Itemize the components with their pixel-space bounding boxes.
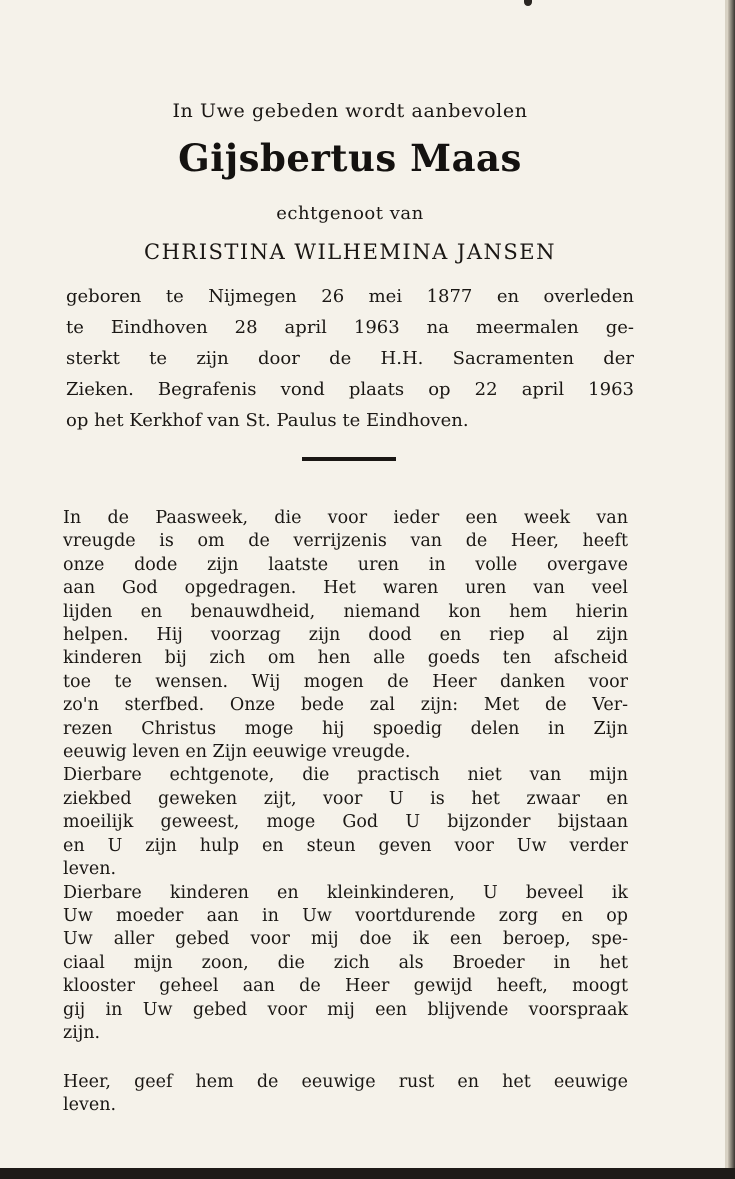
closing-line: leven. bbox=[63, 1095, 117, 1116]
memorial-line: eeuwig leven en Zijn eeuwige vreugde. bbox=[63, 742, 411, 763]
memorial-line: vreugde is om de verrijzenis van de Heer, heeft bbox=[63, 531, 628, 552]
memorial-line: zijn. bbox=[63, 1022, 101, 1043]
memorial-line: gij in Uw gebed voor mij een blijvende voorspraak bbox=[63, 999, 628, 1020]
memorial-line: moeilijk geweest, moge God U bijzonder bijstaan bbox=[63, 812, 628, 833]
memorial-line: In de Paasweek, die voor ieder een week van bbox=[63, 508, 628, 528]
bio-line: op het Kerkhof van St. Paulus te Eindhoven. bbox=[66, 410, 469, 431]
closing-line: Heer, geef hem de eeuwige rust en het eeuwige bbox=[63, 1072, 628, 1092]
spouse-label: echtgenoot van bbox=[276, 203, 424, 224]
memorial-line: onze dode zijn laatste uren in volle overgave bbox=[63, 554, 628, 575]
memorial-line: toe te wensen. Wij mogen de Heer danken voor bbox=[63, 671, 628, 692]
memorial-line: helpen. Hij voorzag zijn dood en riep al zijn bbox=[63, 625, 628, 646]
bio-line: Zieken. Begrafenis vond plaats op 22 april 1963 bbox=[66, 379, 634, 400]
memorial-line: rezen Christus moge hij spoedig delen in Zijn bbox=[63, 718, 628, 739]
intro-line: In Uwe gebeden wordt aanbevolen bbox=[172, 100, 528, 122]
divider bbox=[302, 457, 396, 461]
memorial-line: klooster geheel aan de Heer gewijd heeft, moogt bbox=[63, 976, 628, 997]
memorial-line: Dierbare kinderen en kleinkinderen, U beveel ik bbox=[63, 882, 628, 903]
biography-paragraph bbox=[66, 281, 634, 436]
bio-line: geboren te Nijmegen 26 mei 1877 en overleden bbox=[66, 286, 634, 307]
card-bottom-edge bbox=[0, 1168, 735, 1179]
memorial-line: ciaal mijn zoon, die zich als Broeder in het bbox=[63, 952, 628, 973]
memorial-line: kinderen bij zich om hen alle goeds ten afscheid bbox=[63, 648, 628, 669]
memorial-line: Dierbare echtgenote, die practisch niet van mijn bbox=[63, 765, 628, 786]
memorial-line: ziekbed geweken zijt, voor U is het zwaar en bbox=[63, 788, 628, 809]
spouse-name: CHRISTINA WILHEMINA JANSEN bbox=[144, 240, 556, 264]
memorial-line: zo'n sterfbed. Onze bede zal zijn: Met de Ver- bbox=[63, 695, 628, 716]
memorial-line: lijden en benauwdheid, niemand kon hem hierin bbox=[63, 601, 628, 622]
closing-prayer bbox=[63, 1071, 628, 1118]
memorial-line: en U zijn hulp en steun geven voor Uw verder bbox=[63, 835, 628, 856]
card-edge bbox=[728, 0, 735, 1179]
bio-line: sterkt te zijn door de H.H. Sacramenten der bbox=[66, 348, 634, 369]
memorial-line: Uw aller gebed voor mij doe ik een beroep, spe- bbox=[63, 929, 628, 950]
memorial-line: Uw moeder aan in Uw voortdurende zorg en op bbox=[63, 905, 628, 926]
memorial-text bbox=[63, 507, 628, 1045]
memorial-line: leven. bbox=[63, 859, 117, 880]
edge-mark bbox=[524, 0, 532, 6]
deceased-name: Gijsbertus Maas bbox=[178, 136, 522, 180]
memorial-line: aan God opgedragen. Het waren uren van veel bbox=[63, 578, 628, 599]
bio-line: te Eindhoven 28 april 1963 na meermalen ge- bbox=[66, 317, 634, 338]
